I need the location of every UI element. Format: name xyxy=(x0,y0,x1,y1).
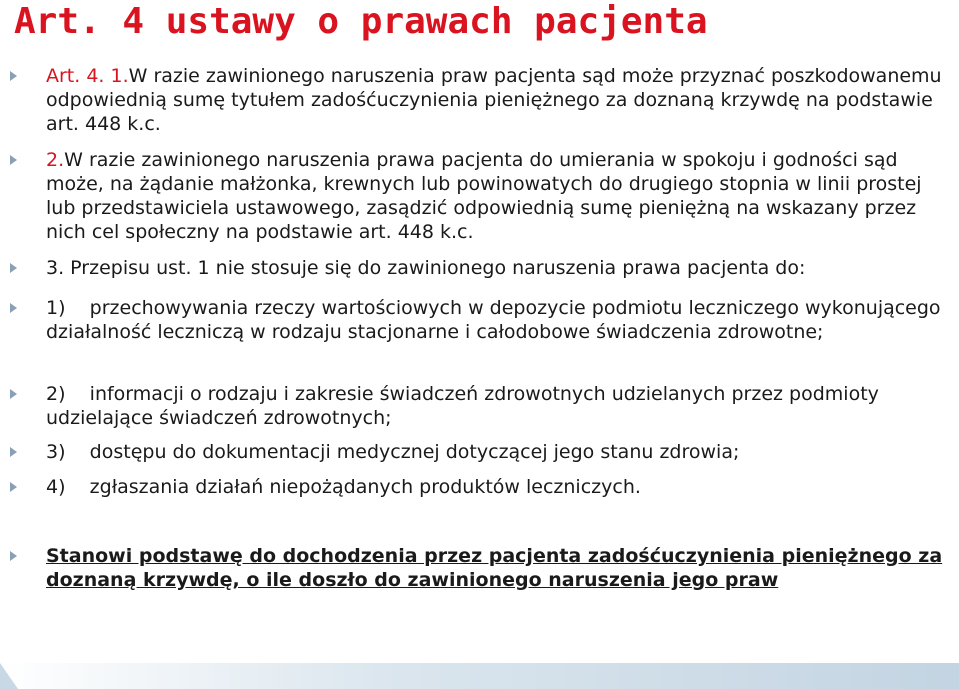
bullet-item-1 xyxy=(10,64,946,136)
bullet-arrow-icon xyxy=(10,447,17,457)
bullet-item-2 xyxy=(10,148,946,244)
bullet-text: 2) informacji o rodzaju i zakresie świadczeń zdrowotnych udzielanych przez podmioty udzielające świadczeń zdrowotnych; xyxy=(46,383,885,429)
footer-corner-decoration xyxy=(0,663,18,689)
slide-title: Art. 4 ustawy o prawach pacjenta xyxy=(14,1,708,42)
bullet-arrow-icon xyxy=(10,71,17,81)
bullet-item-8 xyxy=(10,544,946,592)
bullet-item-3 xyxy=(10,256,946,280)
bullet-text: 2.W razie zawinionego naruszenia prawa pacjenta do umierania w spokoju i godności sąd może, na żądanie małżonka, krewnych lub powinowatych do drugiego stopnia w linii prostej lub przedstawiciela ustawowego, zasądzić odpowiednią sumę pieniężną na wskazany przez nich cel społeczny na podstawie art. 448 k.c. xyxy=(46,149,922,243)
bullet-arrow-icon xyxy=(10,155,17,165)
bullet-text: 3) dostępu do dokumentacji medycznej dotyczącej jego stanu zdrowia; xyxy=(46,441,740,463)
paragraph-number: 2. xyxy=(46,149,65,171)
bullet-text: Art. 4. 1.W razie zawinionego naruszenia praw pacjenta sąd może przyznać poszkodowanemu odpowiednią sumę tytułem zadośćuczynienia pieniężnego za doznaną krzywdę na podstawie art. 448 k.c. xyxy=(46,65,942,135)
bullet-item-7 xyxy=(10,475,946,499)
bullet-arrow-icon xyxy=(10,263,17,273)
bullet-item-4 xyxy=(10,296,946,344)
article-reference: Art. 4. 1. xyxy=(46,65,129,87)
bullet-item-6 xyxy=(10,440,946,464)
bullet-text: 3. Przepisu ust. 1 nie stosuje się do zawinionego naruszenia prawa pacjenta do: xyxy=(46,257,806,279)
bullet-text: 4) zgłaszania działań niepożądanych produktów leczniczych. xyxy=(46,476,641,498)
bullet-arrow-icon xyxy=(10,389,17,399)
bullet-item-5 xyxy=(10,382,946,430)
conclusion-text: Stanowi podstawę do dochodzenia przez pacjenta zadośćuczynienia pieniężnego za doznaną krzywdę, o ile doszło do zawinionego naruszenia jego praw xyxy=(46,545,943,591)
bullet-text: 1) przechowywania rzeczy wartościowych w depozycie podmiotu leczniczego wykonującego działalność leczniczą w rodzaju stacjonarne i całodobowe świadczenia zdrowotne; xyxy=(46,297,947,343)
bullet-arrow-icon xyxy=(10,482,17,492)
bullet-arrow-icon xyxy=(10,551,17,561)
footer-decoration xyxy=(0,663,959,689)
bullet-arrow-icon xyxy=(10,303,17,313)
